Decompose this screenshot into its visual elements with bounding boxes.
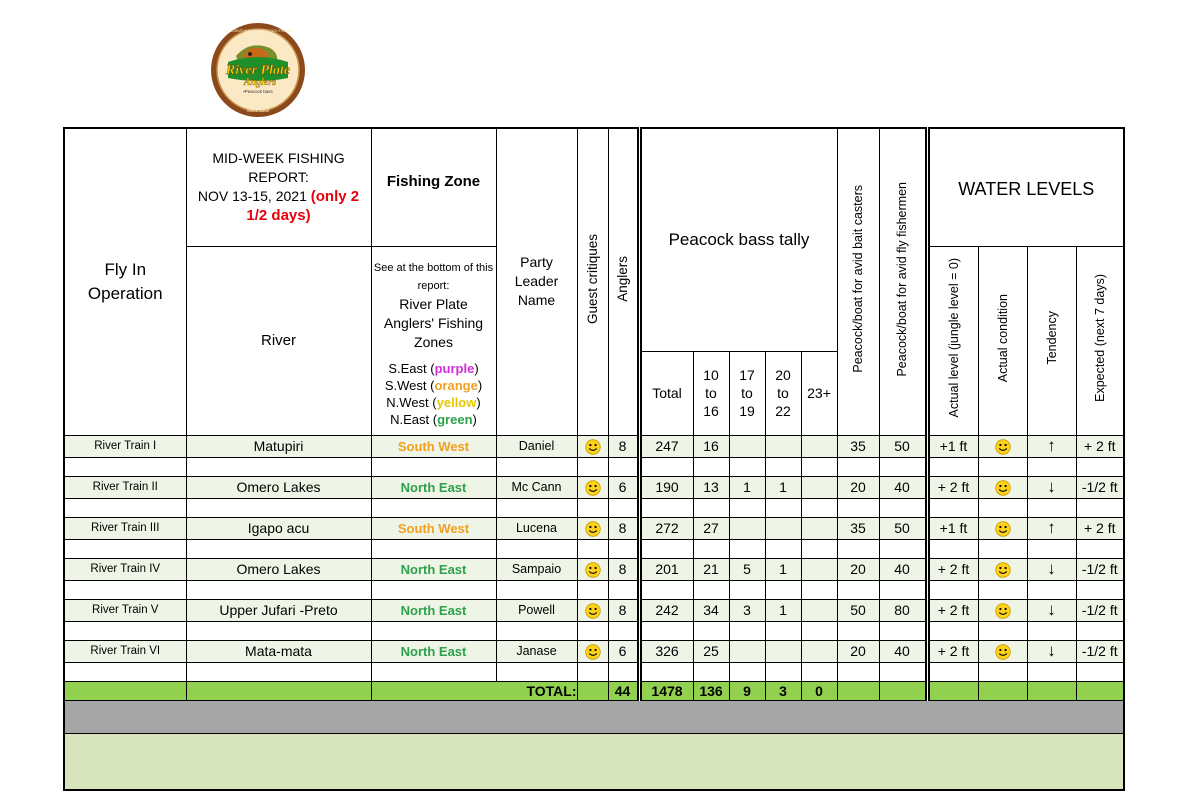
- tally-17-19-cell: 3: [729, 599, 765, 621]
- tendency-arrow-icon: ↑: [1047, 518, 1056, 537]
- anglers-cell: 6: [608, 476, 639, 498]
- tally-10-16-cell: 13: [693, 476, 729, 498]
- tally-20-22-cell: 1: [765, 599, 801, 621]
- actual-level-cell: +1 ft: [927, 435, 978, 457]
- fly-fishermen-cell: 40: [879, 640, 927, 662]
- zone-north-east: N.East (green): [390, 411, 477, 427]
- actual-condition-header: Actual condition: [978, 246, 1027, 435]
- guest-critique-cell: [577, 435, 608, 457]
- svg-text:EXCLUSIVE AMAZON PEACOCK FISHI: EXCLUSIVE AMAZON PEACOCK FISHING: [222, 29, 294, 33]
- zone-cell: North East: [371, 558, 496, 580]
- fly-fishermen-cell: 40: [879, 476, 927, 498]
- fishing-report-table: [63, 127, 1125, 791]
- fishing-zones-legend: See at the bottom of this report: River Plate Anglers' Fishing Zones S.East (purple) S.West (orange) N.West (yellow) N.East (green): [371, 246, 496, 435]
- expected-cell: -1/2 ft: [1076, 640, 1124, 662]
- tendency-arrow-icon: ↓: [1047, 600, 1056, 619]
- anglers-cell: 8: [608, 435, 639, 457]
- bait-casters-cell: 20: [837, 640, 879, 662]
- zone-north-west: N.West (yellow): [386, 394, 481, 410]
- zone-cell: North East: [371, 476, 496, 498]
- water-levels-header: WATER LEVELS: [927, 128, 1124, 246]
- tally-23-plus-cell: [801, 517, 837, 539]
- smiley-icon: [995, 562, 1011, 578]
- smiley-icon: [995, 644, 1011, 660]
- report-row: [64, 517, 1124, 539]
- tally-17-19-cell: 5: [729, 558, 765, 580]
- tally-10-16-cell: 25: [693, 640, 729, 662]
- notes-row: [64, 733, 1124, 790]
- bait-casters-header: Peacock/boat for avid bait casters: [837, 128, 879, 435]
- tally-20-22-cell: [765, 435, 801, 457]
- anglers-cell: 8: [608, 517, 639, 539]
- smiley-icon: [995, 480, 1011, 496]
- party-leader-header: Party Leader Name: [496, 128, 577, 435]
- actual-condition-cell: [978, 640, 1027, 662]
- tendency-header: Tendency: [1027, 246, 1076, 435]
- zone-cell: South West: [371, 435, 496, 457]
- river-cell: Omero Lakes: [186, 476, 371, 498]
- operation-cell: River Train VI: [64, 640, 186, 662]
- tally-20-22-cell: 1: [765, 476, 801, 498]
- grey-separator-row: [64, 700, 1124, 733]
- zone-south-east: S.East (purple): [388, 360, 479, 376]
- svg-text:•Peacock bass: •Peacock bass: [243, 89, 273, 94]
- zone-cell: North East: [371, 640, 496, 662]
- svg-text:Since 1992: Since 1992: [246, 108, 270, 113]
- total-cell: 190: [639, 476, 693, 498]
- party-leader-cell: Janase: [496, 640, 577, 662]
- smiley-icon: [585, 480, 601, 496]
- smiley-icon: [995, 521, 1011, 537]
- anglers-cell: 6: [608, 640, 639, 662]
- spacer-row: [64, 498, 1124, 517]
- tendency-cell: [1027, 558, 1076, 580]
- guest-critique-cell: [577, 599, 608, 621]
- actual-condition-cell: [978, 517, 1027, 539]
- actual-level-cell: +1 ft: [927, 517, 978, 539]
- river-cell: Mata-mata: [186, 640, 371, 662]
- tally-20-22-header: 20 to 22: [765, 351, 801, 435]
- tendency-cell: [1027, 435, 1076, 457]
- actual-condition-cell: [978, 558, 1027, 580]
- river-cell: Igapo acu: [186, 517, 371, 539]
- report-title: MID-WEEK FISHING REPORT: NOV 13-15, 2021 (only 2 1/2 days): [186, 128, 371, 246]
- tally-23-plus-cell: [801, 435, 837, 457]
- bait-casters-cell: 20: [837, 558, 879, 580]
- expected-header: Expected (next 7 days): [1076, 246, 1124, 435]
- guest-critique-cell: [577, 640, 608, 662]
- smiley-icon: [585, 521, 601, 537]
- tally-20-22-cell: [765, 640, 801, 662]
- smiley-icon: [585, 439, 601, 455]
- fly-fishermen-cell: 80: [879, 599, 927, 621]
- smiley-icon: [995, 439, 1011, 455]
- river-cell: Omero Lakes: [186, 558, 371, 580]
- tally-17-19-cell: [729, 640, 765, 662]
- fishing-zone-header: Fishing Zone: [371, 128, 496, 246]
- tally-23-plus-cell: [801, 476, 837, 498]
- actual-level-header: Actual level (jungle level = 0): [927, 246, 978, 435]
- tendency-cell: [1027, 517, 1076, 539]
- anglers-header: Anglers: [608, 128, 639, 435]
- fly-in-operation-header: Fly In Operation: [64, 128, 186, 435]
- fly-fishermen-cell: 50: [879, 517, 927, 539]
- bait-casters-cell: 20: [837, 476, 879, 498]
- totals-row: [64, 681, 1124, 700]
- anglers-cell: 8: [608, 558, 639, 580]
- tendency-cell: [1027, 476, 1076, 498]
- total-anglers: 44: [608, 681, 639, 700]
- actual-level-cell: + 2 ft: [927, 599, 978, 621]
- spacer-row: [64, 580, 1124, 599]
- tally-total-header: Total: [639, 351, 693, 435]
- total-cell: 247: [639, 435, 693, 457]
- actual-condition-cell: [978, 476, 1027, 498]
- total-10-16: 136: [693, 681, 729, 700]
- tendency-cell: [1027, 640, 1076, 662]
- tally-10-16-cell: 16: [693, 435, 729, 457]
- zone-cell: North East: [371, 599, 496, 621]
- operation-cell: River Train II: [64, 476, 186, 498]
- guest-critique-cell: [577, 517, 608, 539]
- total-cell: 272: [639, 517, 693, 539]
- party-leader-cell: Sampaio: [496, 558, 577, 580]
- tally-17-19-header: 17 to 19: [729, 351, 765, 435]
- operation-cell: River Train IV: [64, 558, 186, 580]
- smiley-icon: [585, 603, 601, 619]
- tally-10-16-header: 10 to 16: [693, 351, 729, 435]
- tally-20-22-cell: [765, 517, 801, 539]
- report-row: [64, 640, 1124, 662]
- tally-10-16-cell: 21: [693, 558, 729, 580]
- tally-23-plus-cell: [801, 599, 837, 621]
- report-row: [64, 599, 1124, 621]
- bait-casters-cell: 35: [837, 517, 879, 539]
- tendency-arrow-icon: ↑: [1047, 436, 1056, 455]
- actual-condition-cell: [978, 599, 1027, 621]
- river-plate-anglers-logo: [210, 22, 306, 118]
- tally-10-16-cell: 27: [693, 517, 729, 539]
- total-cell: 201: [639, 558, 693, 580]
- operation-cell: River Train III: [64, 517, 186, 539]
- tally-20-22-cell: 1: [765, 558, 801, 580]
- tendency-arrow-icon: ↓: [1047, 641, 1056, 660]
- spacer-row: [64, 662, 1124, 681]
- peacock-bass-tally-header: Peacock bass tally: [639, 128, 837, 351]
- tally-17-19-cell: [729, 517, 765, 539]
- river-header: River: [186, 246, 371, 435]
- operation-cell: River Train I: [64, 435, 186, 457]
- svg-text:Anglers: Anglers: [243, 77, 277, 88]
- total-cell: 326: [639, 640, 693, 662]
- river-cell: Upper Jufari -Preto: [186, 599, 371, 621]
- total-20-22: 3: [765, 681, 801, 700]
- spacer-row: [64, 621, 1124, 640]
- report-row: [64, 435, 1124, 457]
- tally-23-plus-header: 23+: [801, 351, 837, 435]
- zone-south-west: S.West (orange): [384, 377, 483, 393]
- fly-fishermen-header: Peacock/boat for avid fly fishermen: [879, 128, 927, 435]
- smiley-icon: [585, 562, 601, 578]
- total-label: TOTAL:: [371, 681, 577, 700]
- tally-23-plus-cell: [801, 558, 837, 580]
- spacer-row: [64, 457, 1124, 476]
- tendency-arrow-icon: ↓: [1047, 477, 1056, 496]
- expected-cell: + 2 ft: [1076, 517, 1124, 539]
- party-leader-cell: Powell: [496, 599, 577, 621]
- fly-fishermen-cell: 40: [879, 558, 927, 580]
- guest-critique-cell: [577, 558, 608, 580]
- smiley-icon: [585, 644, 601, 660]
- actual-level-cell: + 2 ft: [927, 476, 978, 498]
- spacer-row: [64, 539, 1124, 558]
- total-23-plus: 0: [801, 681, 837, 700]
- party-leader-cell: Daniel: [496, 435, 577, 457]
- actual-level-cell: + 2 ft: [927, 558, 978, 580]
- tally-23-plus-cell: [801, 640, 837, 662]
- total-17-19: 9: [729, 681, 765, 700]
- tendency-arrow-icon: ↓: [1047, 559, 1056, 578]
- expected-cell: -1/2 ft: [1076, 476, 1124, 498]
- fly-fishermen-cell: 50: [879, 435, 927, 457]
- actual-level-cell: + 2 ft: [927, 640, 978, 662]
- party-leader-cell: Lucena: [496, 517, 577, 539]
- tally-10-16-cell: 34: [693, 599, 729, 621]
- svg-text:River Plate: River Plate: [225, 63, 291, 78]
- actual-condition-cell: [978, 435, 1027, 457]
- tally-17-19-cell: [729, 435, 765, 457]
- report-row: [64, 476, 1124, 498]
- river-cell: Matupiri: [186, 435, 371, 457]
- total-catch: 1478: [639, 681, 693, 700]
- expected-cell: + 2 ft: [1076, 435, 1124, 457]
- bait-casters-cell: 50: [837, 599, 879, 621]
- report-row: [64, 558, 1124, 580]
- bait-casters-cell: 35: [837, 435, 879, 457]
- anglers-cell: 8: [608, 599, 639, 621]
- operation-cell: River Train V: [64, 599, 186, 621]
- guest-critiques-header: Guest critiques: [577, 128, 608, 435]
- zone-cell: South West: [371, 517, 496, 539]
- party-leader-cell: Mc Cann: [496, 476, 577, 498]
- guest-critique-cell: [577, 476, 608, 498]
- expected-cell: -1/2 ft: [1076, 599, 1124, 621]
- tally-17-19-cell: 1: [729, 476, 765, 498]
- smiley-icon: [995, 603, 1011, 619]
- tendency-cell: [1027, 599, 1076, 621]
- expected-cell: -1/2 ft: [1076, 558, 1124, 580]
- total-cell: 242: [639, 599, 693, 621]
